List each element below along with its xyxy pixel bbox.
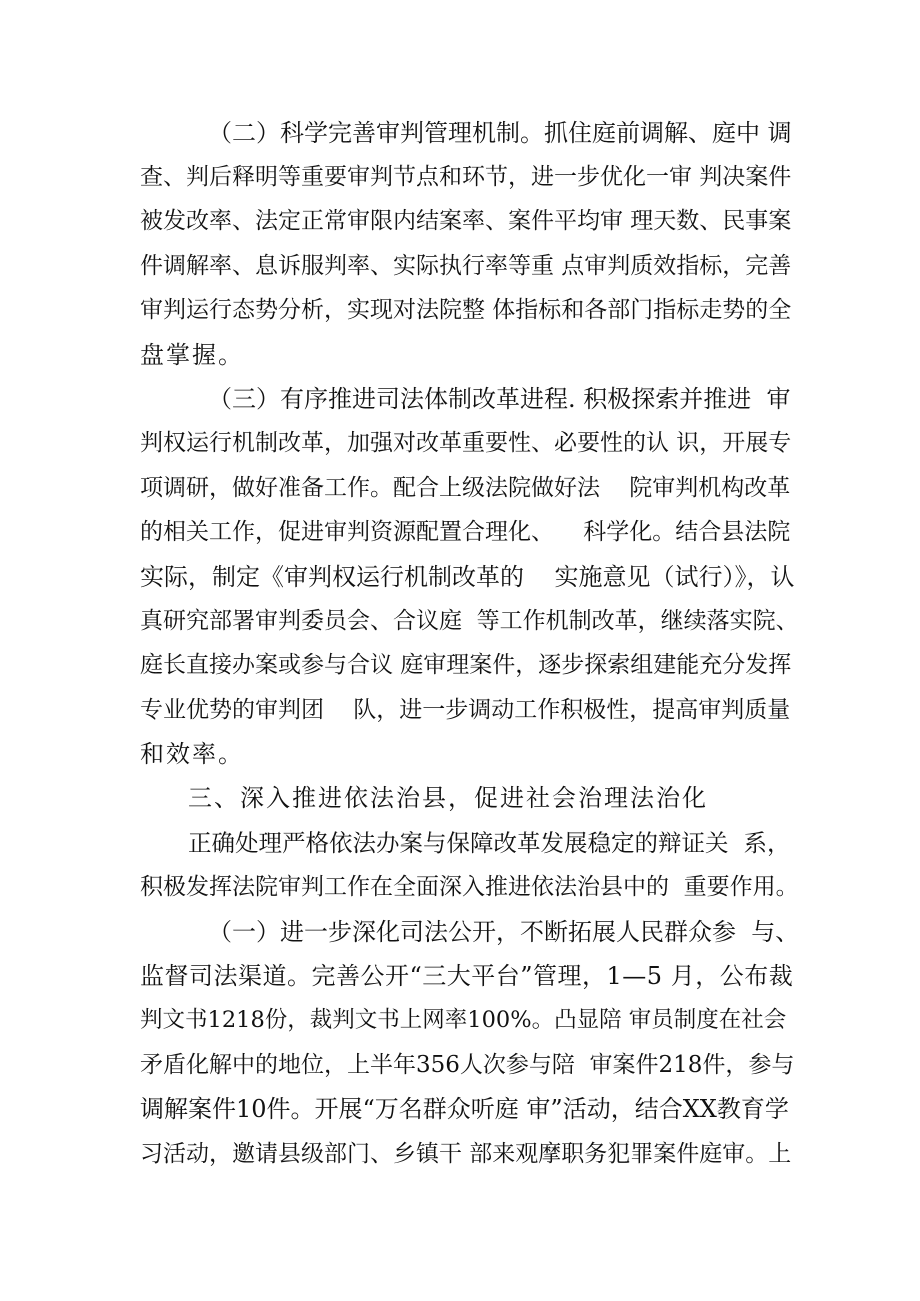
text-line-14: 专业优势的审判团 队，进一步调动工作积极性，提高审判质量 [140, 697, 791, 723]
text-line-6: 盘掌握。 [140, 341, 244, 369]
text-line-10: 的相关工作，促进审判资源配置合理化、 科学化。结合县法院 [140, 519, 791, 545]
text-line-9: 项调研，做好准备工作。配合上级法院做好法 院审判机构改革 [140, 475, 791, 501]
text-line-13: 庭长直接办案或参与合议 庭审理案件，逐步探索组建能充分发挥 [140, 652, 792, 678]
text-line-15: 和效率。 [140, 740, 244, 768]
text-line-20: 监督司法渠道。完善公开“三大平台”管理，1—5 月，公布裁 [140, 962, 794, 990]
text-line-12: 真研究部署审判委员会、合议庭 等工作机制改革，继续落实院、 [140, 608, 799, 634]
text-line-24: 习活动，邀请县级部门、乡镇干 部来观摩职务犯罪案件庭审。上 [140, 1141, 792, 1167]
text-line-17: 正确处理严格依法办案与保障改革发展稳定的辩证关 系， [188, 829, 791, 857]
text-line-5: 审判运行态势分析，实现对法院整 体指标和各部门指标走势的全 [140, 297, 792, 323]
text-line-22: 矛盾化解中的地位，上半年356人次参与陪 审案件218件，参与 [140, 1052, 795, 1078]
text-line-23: 调解案件10件。开展“万名群众听庭 审”活动，结合XX教育学 [140, 1095, 789, 1123]
text-line-3: 被发改率、法定正常审限内结案率、案件平均审 理天数、民事案 [140, 208, 792, 234]
text-line-7: （三）有序推进司法体制改革进程. 积极探索并推进 审 [208, 385, 791, 413]
text-line-1: （二）科学完善审判管理机制。抓住庭前调解、庭中 调 [208, 119, 792, 147]
text-line-19: （一）进一步深化司法公开，不断拓展人民群众参 与、 [208, 918, 800, 946]
text-line-21: 判文书1218份，裁判文书上网率100%。凸显陪 审员制度在社会 [140, 1007, 787, 1033]
text-line-18: 积极发挥法院审判工作在全面深入推进依法治县中的 重要作用。 [140, 874, 799, 900]
text-line-11: 实际，制定《审判权运行机制改革的 实施意见（试行）》，认 [140, 563, 795, 591]
section-heading: 三、深入推进依法治县，促进社会治理法治化 [188, 784, 708, 812]
text-line-4: 件调解率、息诉服判率、实际执行率等重 点审判质效指标，完善 [140, 253, 792, 279]
text-line-8: 判权运行机制改革，加强对改革重要性、必要性的认 识，开展专 [140, 430, 792, 456]
text-line-2: 查、判后释明等重要审判节点和环节，进一步优化一审 判决案件 [140, 164, 792, 190]
